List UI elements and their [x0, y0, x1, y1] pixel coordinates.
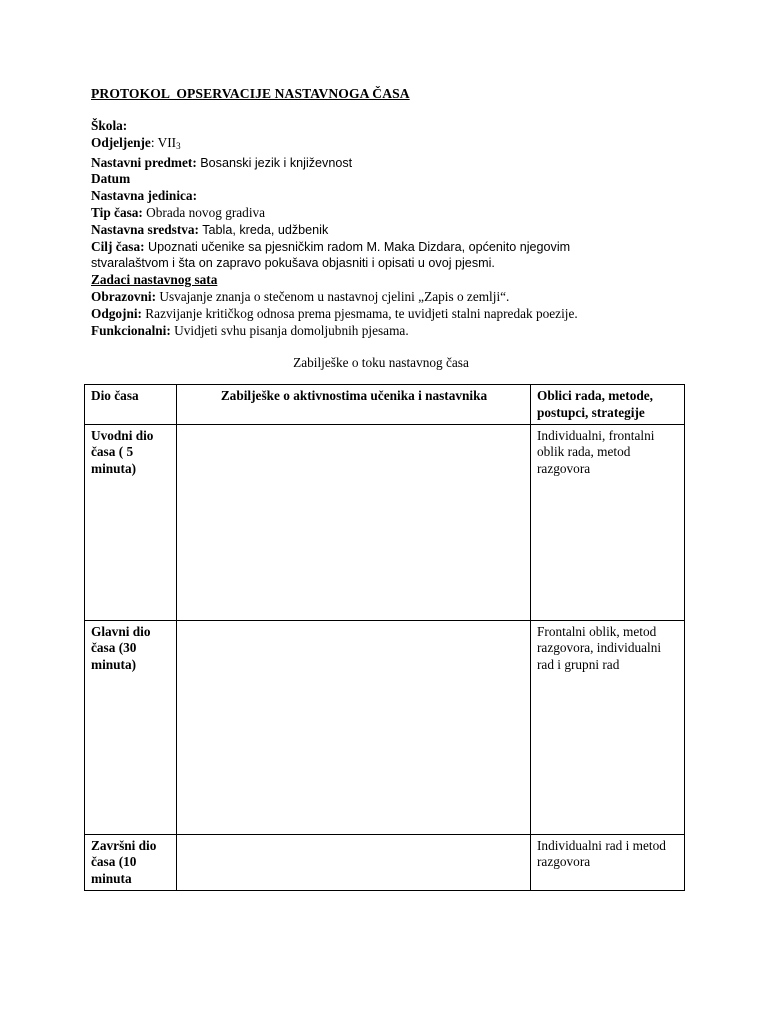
row-methods-cell: Frontalni oblik, metod razgovora, individualni rad i grupni rad [531, 620, 685, 834]
tip-value: Obrada novog gradiva [142, 204, 266, 220]
row-part-label: Uvodni dio časa ( 5 minuta) [85, 424, 177, 620]
cilj-value-line1: Upoznati učenike sa pjesničkim radom M. Maka Dizdara, općenito njegovim [144, 239, 571, 254]
skola-label: Škola: [91, 118, 128, 133]
table-row [85, 424, 685, 620]
document-title: PROTOKOL OPSERVACIJE NASTAVNOGA ČASA [91, 86, 410, 101]
lesson-metadata [91, 118, 691, 339]
obrazovni-line [91, 289, 691, 306]
jedinica-label: Nastavna jedinica: [91, 188, 198, 204]
row-methods-cell: Individualni rad i metod razgovora [531, 834, 685, 890]
cilj-line-2 [91, 255, 691, 272]
sredstva-line [91, 222, 691, 239]
predmet-label: Nastavni predmet: [91, 154, 197, 170]
table-row [85, 620, 685, 834]
cilj-value-line2: stvaralaštvom i šta on zapravo pokušava objasniti i opisati u ovoj pjesmi. [91, 256, 495, 271]
row-methods-cell: Individualni, frontalni oblik rada, metod razgovora [531, 424, 685, 620]
odjeljenje-value: VII [157, 134, 177, 150]
datum-line [91, 171, 691, 188]
sredstva-label: Nastavna sredstva: [91, 221, 199, 237]
row-part-label: Glavni dio časa (30 minuta) [85, 620, 177, 834]
row-part-label: Završni dio časa (10 minuta [85, 834, 177, 890]
header-zabiljeske: Zabilješke o aktivnostima učenika i nastavnika [177, 385, 531, 425]
predmet-line [91, 155, 691, 172]
header-dio-casa: Dio časa [85, 385, 177, 425]
cilj-line [91, 239, 691, 256]
funkcionalni-label: Funkcionalni: [91, 322, 171, 338]
predmet-value: Bosanski jezik i književnost [196, 155, 353, 170]
zadaci-line [91, 272, 691, 289]
row-notes-cell[interactable] [177, 834, 531, 890]
odjeljenje-subscript: 3 [176, 140, 181, 151]
obrazovni-value: Usvajanje znanja o stečenom u nastavnoj cjelini „Zapis o zemlji“. [156, 288, 510, 304]
table-header-row [85, 385, 685, 425]
cilj-label: Cilj časa: [91, 238, 145, 254]
odjeljenje-separator: : [150, 134, 158, 150]
observation-table [84, 384, 685, 891]
odjeljenje-label: Odjeljenje [91, 134, 151, 150]
odgojni-line [91, 306, 691, 323]
funkcionalni-value: Uvidjeti svhu pisanja domoljubnih pjesama. [170, 322, 409, 338]
odgojni-value: Razvijanje kritičkog odnosa prema pjesmama, te uvidjeti stalni napredak poezije. [141, 305, 578, 321]
row-notes-cell[interactable] [177, 620, 531, 834]
tip-line [91, 205, 691, 222]
tip-label: Tip časa: [91, 204, 143, 220]
table-row [85, 834, 685, 890]
odgojni-label: Odgojni: [91, 305, 142, 321]
datum-label: Datum [91, 171, 131, 187]
obrazovni-label: Obrazovni: [91, 288, 157, 304]
header-oblici-rada: Oblici rada, metode, postupci, strategije [531, 385, 685, 425]
row-notes-cell[interactable] [177, 424, 531, 620]
table-caption-text: Zabilješke o toku nastavnog časa [293, 355, 469, 370]
funkcionalni-line [91, 323, 691, 340]
skola-line [91, 118, 691, 135]
zadaci-heading: Zadaci nastavnog sata [91, 272, 218, 288]
jedinica-line [91, 188, 691, 205]
odjeljenje-line [91, 135, 691, 155]
table-caption [0, 355, 768, 372]
sredstva-value: Tabla, kreda, udžbenik [198, 222, 329, 237]
